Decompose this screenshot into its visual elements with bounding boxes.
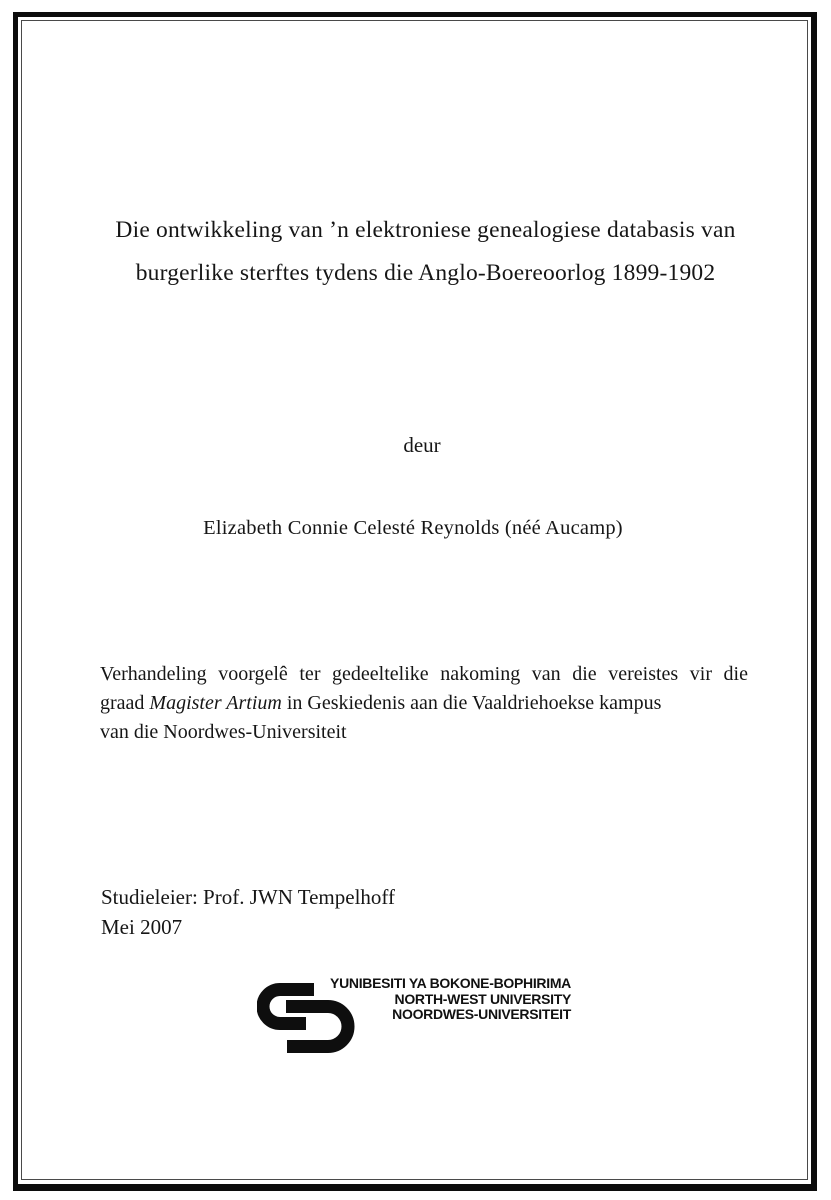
degree-statement-line2-prefix: graad [100, 692, 150, 714]
supervisor-block [101, 882, 395, 942]
byline-label: deur [403, 433, 441, 457]
thesis-title [20, 209, 831, 295]
thesis-title-line1: Die ontwikkeling van ’n elektroniese genealogiese databasis van [115, 217, 736, 243]
degree-statement-line2-suffix: in Geskiedenis aan die Vaaldriehoekse kampus [281, 692, 662, 714]
university-name-english: NORTH-WEST UNIVERSITY [394, 990, 571, 1007]
university-logo-text [245, 976, 571, 1023]
degree-name-italic: Magister Artium [149, 692, 282, 714]
degree-statement [100, 660, 748, 747]
university-name-setswana: YUNIBESITI YA BOKONE-BOPHIRIMA [330, 975, 571, 991]
author-name: Elizabeth Connie Celesté Reynolds (néé Aucamp) [203, 517, 623, 539]
degree-statement-line3: van die Noordwes-Universiteit [100, 721, 347, 743]
supervisor-line: Studieleier: Prof. JWN Tempelhoff [101, 885, 396, 909]
degree-statement-line1: Verhandeling voorgelê ter gedeeltelike nakoming van die vereistes vir die [100, 663, 748, 685]
university-name-afrikaans: NOORDWES-UNIVERSITEIT [392, 1006, 571, 1022]
date-line: Mei 2007 [101, 915, 183, 939]
thesis-title-line2: burgerlike sterftes tydens die Anglo-Boereoorlog 1899-1902 [135, 260, 716, 286]
degree-statement-line2 [100, 689, 748, 718]
